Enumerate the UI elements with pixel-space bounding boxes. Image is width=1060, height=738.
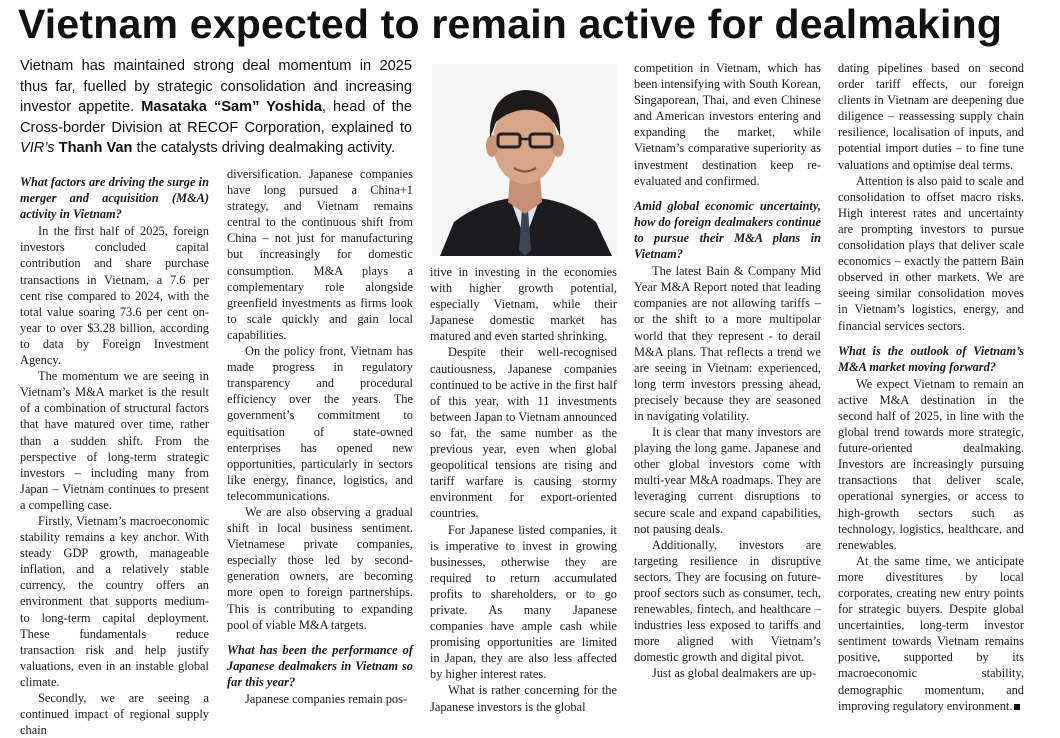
paragraph: We are also observing a gradual shift in local business sentiment. Vietnamese private companies, especially those led by second-generation owners, are becoming more open to foreign partnerships. This is contributing to expanding pool of viable M&A targets. <box>227 504 413 632</box>
paragraph: itive in investing in the economies with higher growth potential, especially Vietnam, while their Japanese domestic market has matured and even started shrinking. <box>430 265 617 344</box>
column-5 <box>838 60 1024 714</box>
paragraph: Attention is also paid to scale and consolidation to offset macro risks. High interest rates and uncertainty are prompting investors to pursue consolidation plays that deliver scale economics – exactly the pattern Bain observed in other markets. We are seeing similar consolidation moves in Vietnam’s logistics, energy, and financial services sectors. <box>838 173 1024 333</box>
paragraph: Secondly, we are seeing a continued impact of regional supply chain <box>20 691 209 738</box>
paragraph: Additionally, investors are targeting resilience in disruptive sectors. They are focusing on future-proof sectors such as consumer, tech, renewables, fintech, and healthcare – industries less exposed to tariffs and more aligned with Vietnam’s domestic growth and digital pivot. <box>634 537 821 665</box>
standfirst-intro: Vietnam has maintained strong deal momentum in 2025 thus far, fuelled by strategic consolidation and increasing investor appetite. <box>20 58 412 115</box>
paragraph: diversification. Japanese companies have long pursued a China+1 strategy, and Vietnam remains central to the continuous shift from China – not just for manufacturing but increasingly for domestic consumption. M&A plays a complementary role alongside greenfield investments as firms look to scale quickly and gain local capabilities. <box>227 167 413 342</box>
column-1 <box>20 174 209 738</box>
paragraph: The latest Bain & Company Mid Year M&A Report noted that leading companies are not allowing tariffs – or the shift to a more multipolar world that they represent - to derail M&A plans. That reflects a trend we are seeing in Vietnam: experienced, long term investors pressing ahead, precisely because they are seasoned in navigating volatility. <box>634 264 821 423</box>
paragraph: The momentum we are seeing in Vietnam’s M&A market is the result of a combination of structural factors that have matured over time, rather than a sudden shift. From the perspective of long-term strategic investors – including many from Japan – Vietnam continues to present a compelling case. <box>20 369 209 512</box>
paragraph: On the policy front, Vietnam has made progress in regulatory transparency and procedural efficiency over the years. The government’s commitment to equitisation of state-owned enterprises has opened new opportunities, particularly in sectors like energy, finance, logistics, and telecommunications. <box>227 344 413 503</box>
column-4 <box>634 60 821 682</box>
interviewee-name: Masataka “Sam” Yoshida <box>141 99 322 115</box>
question-heading: What factors are driving the surge in merger and acquisition (M&A) activity in Vietnam? <box>20 175 209 222</box>
paragraph: We expect Vietnam to remain an active M&A destination in the second half of 2025, in line with the global trend towards more strategic, future-oriented dealmaking. Investors are increasingly pursuing transactions that deliver scale, operational synergies, or access to high-growth sectors such as technology, logistics, healthcare, and renewables. <box>838 376 1024 552</box>
paragraph <box>838 553 1024 714</box>
paragraph: It is clear that many investors are playing the long game. Japanese and other global investors come with multi-year M&A roadmaps. They are leveraging current disruptions to secure scale and expand capabilities, not pausing deals. <box>634 425 821 536</box>
paragraph: For Japanese listed companies, it is imperative to invest in growing businesses, otherwise they are required to return accumulated profits to shareholders, or to go private. As many Japanese companies have ample cash while promising opportunities are limited in Japan, they are also less affected by higher interest rates. <box>430 522 617 682</box>
paragraph: dating pipelines based on second order tariff effects, our foreign clients in Vietnam are deepening due diligence – reassessing supply chain resilience, localisation of inputs, and potential import duties – to fine tune valuations and optimise deal terms. <box>838 61 1024 172</box>
end-of-article-icon <box>1014 704 1020 710</box>
question-heading: What is the outlook of Vietnam’s M&A market moving forward? <box>838 343 1024 374</box>
paragraph: Japanese companies remain pos- <box>245 692 408 706</box>
question-heading: Amid global economic uncertainty, how do foreign dealmakers continue to pursue their M&A plans in Vietnam? <box>634 198 821 262</box>
paragraph: competition in Vietnam, which has been intensifying with South Korean, Singaporean, Thai, and even Chinese and American investors entering and expanding the market, while Vietnam’s comparative superiority as investment destination keep re-evaluated and confirmed. <box>634 61 821 188</box>
interviewee-photo <box>432 64 618 256</box>
paragraph: Firstly, Vietnam’s macroeconomic stability remains a key anchor. With steady GDP growth, manageable inflation, and a relatively stable currency, the country offers an environment that supports medium- to long-term capital deployment. These fundamentals reduce transaction risk and help justify valuations, even in an instable global climate. <box>20 513 209 689</box>
paragraph: Just as global dealmakers are up- <box>652 666 817 681</box>
headline: Vietnam expected to remain active for dealmaking <box>18 1 1003 47</box>
column-2 <box>227 166 413 707</box>
question-heading: What has been the performance of Japanese dealmakers in Vietnam so far this year? <box>227 642 413 689</box>
paragraph: In the first half of 2025, foreign investors concluded capital contribution and share purchase transactions in Vietnam, a 7.6 per cent rise compared to 2024, with the total value soaring 73.6 per cent on-year to over $3.28 billion, according to data by Foreign Investment Agency. <box>20 224 209 368</box>
standfirst-end: the catalysts driving dealmaking activity. <box>132 140 395 156</box>
column-3 <box>430 264 617 715</box>
reporter-name: Thanh Van <box>58 140 133 156</box>
paragraph: What is rather concerning for the Japanese investors is the global <box>430 683 617 714</box>
standfirst <box>20 56 412 159</box>
paragraph: Despite their well-recognised cautiousness, Japanese companies continued to be active in the first half of this year, with 11 investments between Japan to Vietnam announced so far, the same number as the previous year, even when global geopolitical tensions are rising and tariff warfare is causing stormy environment for export-oriented countries. <box>430 345 617 521</box>
portrait-image <box>432 64 618 256</box>
standfirst-mid: , head of the Cross-border Division at RECOF Corporation, explained to <box>20 99 412 136</box>
closing-paragraph-text: At the same time, we anticipate more divestitures by local corporates, creating new entry points for strategic buyers. Despite global uncertainties, long-term investor sentiment towards Vietnam remains positive, supported by its macroeconomic stability, demographic momentum, and improving regulatory environment. <box>838 553 1024 713</box>
publication-name: VIR’s <box>20 140 55 156</box>
